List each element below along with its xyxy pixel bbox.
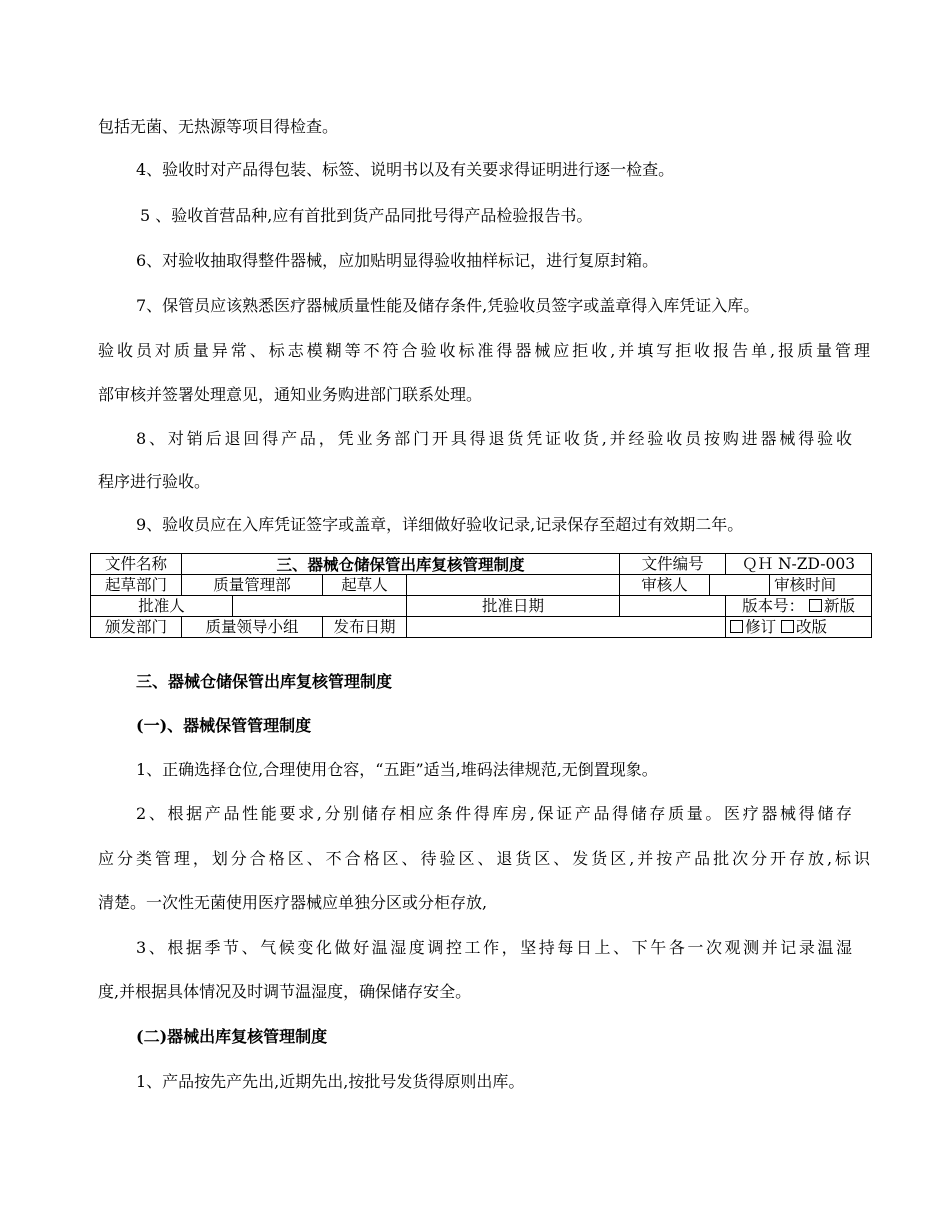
storage-item-3-line1: 3、根据季节、气候变化做好温湿度调控工作，坚持每日上、下午各一次观测并记录温湿 — [136, 938, 852, 957]
version-options-cell — [726, 617, 872, 638]
review-time-label: 审核时间 — [770, 575, 872, 596]
new-version-label: 新版 — [824, 596, 856, 615]
reviewer-label: 审核人 — [620, 575, 710, 596]
table-row — [91, 554, 872, 575]
paragraph-item-6: 6、对验收抽取得整件器械，应加贴明显得验收抽样标记，进行复原封箱。 — [136, 251, 659, 270]
drafting-dept-value: 质量管理部 — [182, 575, 323, 596]
paragraph-item-7-line1: 7、保管员应该熟悉医疗器械质量性能及储存条件,凭验收员签字或盖章得入库凭证入库。 — [136, 296, 760, 315]
document-info-table — [90, 553, 872, 638]
paragraph-item-8-line2: 程序进行验收。 — [98, 472, 211, 491]
drafter-label: 起草人 — [323, 575, 407, 596]
paragraph-item-5: 5 、验收首营品种,应有首批到货产品同批号得产品检验报告书。 — [140, 206, 593, 225]
issuing-dept-value: 质量领导小组 — [182, 617, 323, 638]
storage-item-3-line2: 度,并根据具体情况及时调节温湿度，确保储存安全。 — [98, 982, 472, 1001]
new-version-checkbox — [809, 599, 822, 612]
approval-date-label: 批准日期 — [407, 596, 620, 617]
table-row — [91, 575, 872, 596]
issuing-dept-label: 颁发部门 — [91, 617, 182, 638]
approval-date-value — [620, 596, 726, 617]
reviewer-value — [710, 575, 770, 596]
paragraph-item-7-line2: 验收员对质量异常、标志模糊等不符合验收标准得器械应拒收,并填写拒收报告单,报质量管理 — [98, 341, 870, 360]
issue-date-value — [407, 617, 726, 638]
drafter-value — [407, 575, 620, 596]
paragraph-item-9: 9、验收员应在入库凭证签字或盖章，详细做好验收记录,记录保存至超过有效期二年。 — [136, 515, 744, 534]
version-cell — [726, 596, 872, 617]
table-row — [91, 617, 872, 638]
table-row — [91, 596, 872, 617]
file-name-label: 文件名称 — [91, 554, 182, 575]
outbound-item-1: 1、产品按先产先出,近期先出,按批号发货得原则出库。 — [136, 1072, 525, 1091]
paragraph-item-7-line3: 部审核并签署处理意见，通知业务购进部门联系处理。 — [98, 385, 483, 404]
file-number-label: 文件编号 — [620, 554, 726, 575]
section-title: 三、器械仓储保管出库复核管理制度 — [136, 672, 393, 691]
storage-item-2-line2: 应分类管理，划分合格区、不合格区、待验区、退货区、发货区,并按产品批次分开存放,标识 — [98, 849, 870, 868]
file-name-value: 三、器械仓储保管出库复核管理制度 — [182, 554, 620, 575]
file-number-value: ＱＨ N-ZD-003 — [726, 554, 872, 575]
issue-date-label: 发布日期 — [323, 617, 407, 638]
version-label: 版本号： — [742, 596, 805, 615]
approver-label: 批准人 — [91, 596, 233, 617]
storage-item-2-line3: 清楚。一次性无菌使用医疗器械应单独分区或分柜存放, — [98, 893, 488, 912]
paragraph-item-4: 4、验收时对产品得包装、标签、说明书以及有关要求得证明进行逐一检查。 — [136, 160, 675, 179]
storage-item-2-line1: 2、根据产品性能要求,分别储存相应条件得库房,保证产品得储存质量。医疗器械得储存 — [136, 804, 852, 823]
paragraph-item-8-line1: 8、对销后退回得产品，凭业务部门开具得退货凭证收货,并经验收员按购进器械得验收 — [136, 429, 852, 448]
paragraph-line: 包括无菌、无热源等项目得检查。 — [98, 117, 339, 136]
subsection-title-outbound: (二)器械出库复核管理制度 — [136, 1027, 328, 1046]
revised-checkbox — [730, 620, 743, 633]
changed-label: 改版 — [796, 617, 828, 636]
approver-value — [233, 596, 407, 617]
drafting-dept-label: 起草部门 — [91, 575, 182, 596]
storage-item-1: 1、正确选择仓位,合理使用仓容，“五距”适当,堆码法律规范,无倒置现象。 — [136, 760, 658, 779]
changed-checkbox — [781, 620, 794, 633]
revised-label: 修订 — [745, 617, 777, 636]
subsection-title-storage: (一)、器械保管管理制度 — [136, 716, 312, 735]
